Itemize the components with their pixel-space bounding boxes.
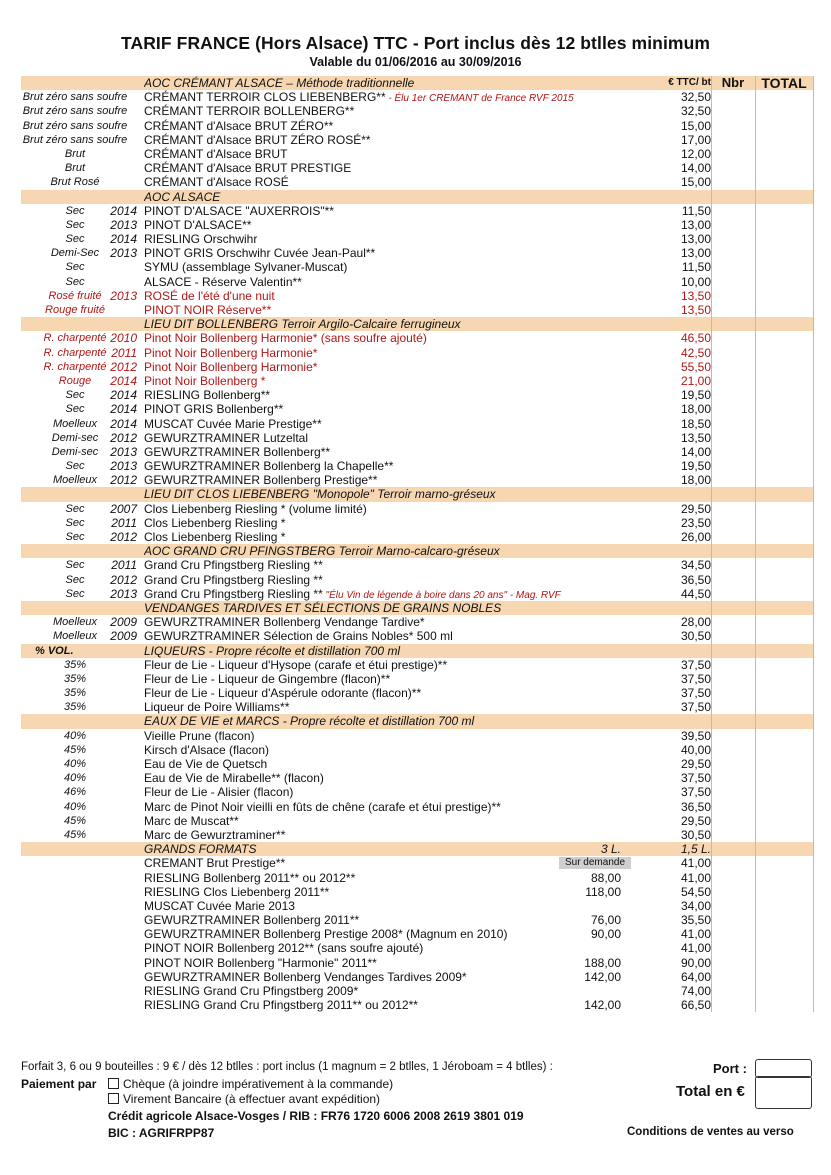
wine-type: 45% [63,814,87,827]
unit-price: 19,50 [680,388,711,403]
product-name: ROSÉ de l'été d'une nuit [144,288,275,303]
vintage-year: 2012 [110,359,137,374]
unit-price: 28,00 [680,615,711,630]
unit-price: 35,50 [680,913,711,928]
unit-price: 66,50 [680,998,711,1013]
product-name: Marc de Pinot Noir vieilli en fûts de chêne (carafe et étui prestige)** [144,799,501,814]
wine-type: Demi-Sec [50,247,100,260]
vintage-year: 2014 [110,402,137,417]
product-row [21,800,813,814]
product-name: Marc de Muscat** [144,813,239,828]
forfait-text: Forfait 3, 6 ou 9 bouteilles : 9 € / dès 12 btlles : port inclus (1 magnum = 2 btlles, 1 Jéroboam = 4 btlles) : [21,1061,553,1073]
product-row [21,856,813,870]
product-row [21,686,813,700]
product-name: Eau de Vie de Mirabelle** (flacon) [144,771,324,786]
product-row [21,615,813,629]
product-name: RIESLING Bollenberg** [144,388,271,403]
unit-price: 10,00 [680,274,711,289]
wine-type: 40% [63,729,87,742]
product-name: PINOT D'ALSACE** [144,217,252,232]
unit-price: 37,50 [680,671,711,686]
unit-price: 18,00 [680,473,711,488]
wine-type: 40% [63,800,87,813]
vintage-year: 2009 [110,615,137,630]
product-row [21,431,813,445]
unit-price: 34,50 [680,558,711,573]
wine-type: Sec [65,502,85,515]
price-column-header: € TTC/ bt [668,77,711,88]
product-row [21,700,813,714]
product-row [21,303,813,317]
product-name: Eau de Vie de Quetsch [144,757,268,771]
product-row [21,232,813,246]
product-name: Fleur de Lie - Liqueur de Gingembre (flacon)** [144,671,391,686]
section-header [21,601,813,615]
unit-price: 74,00 [680,984,711,998]
product-row [21,459,813,473]
total-column-header: TOTAL [761,75,807,91]
product-name: SYMU (assemblage Sylvaner-Muscat) [144,260,348,275]
unit-price: 13,50 [680,430,711,445]
section-header [21,544,813,558]
product-name: MUSCAT Cuvée Marie Prestige** [144,416,322,431]
price-3l: 90,00 [590,927,621,942]
wine-type: 35% [63,672,87,685]
product-name: CRÉMANT d'Alsace ROSÉ [144,175,289,190]
product-row [21,360,813,374]
vintage-year: 2012 [110,530,137,544]
product-name: Pinot Noir Bollenberg Harmonie* [144,345,318,360]
unit-price: 18,50 [680,416,711,431]
unit-price: 29,50 [680,757,711,771]
section-header [21,644,813,658]
wine-type: 40% [63,758,87,770]
unit-price: 46,50 [680,331,711,346]
unit-price: 39,50 [680,728,711,743]
unit-price: 64,00 [680,969,711,984]
wine-type: Sec [65,261,85,274]
product-row [21,374,813,388]
page-title: TARIF FRANCE (Hors Alsace) TTC - Port inclus dès 12 btlles minimum [120,33,711,53]
checkbox-icon[interactable] [108,1093,119,1104]
wine-type: 46% [63,786,87,799]
section-header [21,487,813,501]
vintage-year: 2014 [110,388,137,403]
unit-price: 44,50 [680,586,711,601]
unit-price: 37,50 [680,771,711,786]
wine-type: Sec [65,389,85,402]
price-3l: 142,00 [584,998,621,1013]
product-name: Kirsch d'Alsace (flacon) [144,742,270,757]
wine-type: Brut zéro sans soufre [22,119,128,132]
wine-type: Rosé fruité [48,289,102,302]
vintage-year: 2007 [110,501,137,516]
vintage-year: 2009 [110,629,137,644]
vintage-year: 2013 [110,586,137,601]
product-name: Fleur de Lie - Liqueur d'Aspérule odorante (flacon)** [144,686,422,701]
product-row [21,104,813,118]
vintage-year: 2011 [111,345,137,360]
vintage-year: 2014 [110,203,137,218]
wine-type: Sec [65,460,85,473]
unit-price: 40,00 [680,742,711,757]
product-row [21,502,813,516]
section-title: LIEU DIT CLOS LIEBENBERG "Monopole" Terroir marno-gréseux [144,487,496,502]
wine-type: Moelleux [52,630,98,643]
option-label: Virement Bancaire (à effectuer avant expédition) [123,1092,381,1106]
section-title: AOC CRÉMANT ALSACE – Méthode traditionnelle [144,76,415,90]
product-name: PINOT D'ALSACE "AUXERROIS"** [144,203,334,218]
product-name: Grand Cru Pfingstberg Riesling ** [144,572,323,587]
product-row [21,90,813,104]
product-row [21,204,813,218]
wine-type: R. charpenté [43,332,107,345]
product-name: RIESLING Orschwihr [144,232,258,247]
unit-price: 34,00 [680,898,711,913]
vintage-year: 2014 [110,232,137,247]
on-request-badge: Sur demande [559,857,631,869]
product-row [21,672,813,686]
product-name: CRÉMANT TERROIR CLOS LIEBENBERG** - Élu 1er CREMANT de France RVF 2015 [144,90,574,105]
product-name: Clos Liebenberg Riesling * (volume limité) [144,501,367,516]
vintage-year: 2013 [110,288,137,303]
wine-type: Sec [65,573,85,586]
award-note: "Élu Vin de légende à boire dans 20 ans" - Mag. RVF [322,589,561,601]
product-row [21,998,813,1012]
unit-price: 42,50 [680,345,711,360]
unit-price: 41,00 [680,856,711,871]
unit-price: 13,00 [680,217,711,232]
price-3l: 76,00 [590,913,621,928]
vintage-year: 2014 [110,373,137,388]
unit-price: 30,50 [680,629,711,644]
product-row [21,175,813,189]
product-name: ALSACE - Réserve Valentin** [144,274,302,289]
wine-type: Brut [64,147,86,160]
product-name: Pinot Noir Bollenberg Harmonie* [144,359,318,374]
product-name: GEWURZTRAMINER Bollenberg** [144,444,331,459]
section-header [21,317,813,331]
product-name: RIESLING Bollenberg 2011** ou 2012** [144,870,356,885]
product-row [21,119,813,133]
product-name: Vieille Prune (flacon) [144,728,255,743]
product-row [21,785,813,799]
vintage-year: 2012 [110,430,137,445]
unit-price: 32,50 [680,104,711,119]
unit-price: 29,50 [680,813,711,828]
product-name: CREMANT Brut Prestige** [144,856,286,871]
wine-type: Brut zéro sans soufre [22,133,128,146]
unit-price: 15,00 [680,175,711,190]
product-row [21,346,813,360]
product-row [21,814,813,828]
product-row [21,885,813,899]
vintage-year: 2013 [110,217,137,232]
unit-price: 90,00 [680,955,711,970]
product-name: Marc de Gewurztraminer** [144,827,286,842]
product-name: MUSCAT Cuvée Marie 2013 [144,898,295,913]
unit-price: 11,50 [681,203,711,218]
wine-type: Sec [65,531,85,543]
wine-type: Sec [65,204,85,217]
product-row [21,629,813,643]
section-title: LIQUEURS - Propre récolte et distillation 700 ml [144,643,401,658]
product-name: Clos Liebenberg Riesling * [144,530,286,544]
product-name: Liqueur de Poire Williams** [144,700,290,715]
product-row [21,558,813,572]
unit-price: 19,50 [680,459,711,474]
wine-type: 40% [63,772,87,785]
nbr-column-header: Nbr [721,75,745,90]
section-header [21,76,813,90]
product-name: Pinot Noir Bollenberg * [144,373,266,388]
product-name: Grand Cru Pfingstberg Riesling ** [144,558,323,573]
product-row [21,927,813,941]
unit-price: 41,00 [680,927,711,942]
unit-price: 37,50 [680,700,711,715]
bank-details: Crédit agricole Alsace-Vosges / RIB : FR76 1720 6006 2008 2619 3801 019 [108,1109,524,1123]
conditions-note: Conditions de ventes au verso [627,1126,794,1138]
wine-type: Sec [65,218,85,231]
unit-price: 55,50 [680,359,711,374]
product-row [21,388,813,402]
product-row [21,573,813,587]
vintage-year: 2012 [110,572,137,587]
vintage-year: 2010 [110,331,137,346]
product-row [21,260,813,274]
vintage-year: 2014 [110,416,137,431]
price-table [21,76,813,1012]
section-title: EAUX DE VIE et MARCS - Propre récolte et distillation 700 ml [144,714,475,729]
unit-price: 21,00 [680,373,711,388]
section-title: AOC GRAND CRU PFINGSTBERG Terroir Marno-calcaro-gréseux [144,544,500,559]
product-name: PINOT NOIR Bollenberg 2012** (sans soufre ajouté) [144,941,424,956]
section-title: AOC ALSACE [144,189,221,204]
unit-price: 18,00 [680,402,711,417]
section-header [21,842,813,856]
wine-type: Brut Rosé [50,176,100,189]
price-3l: 188,00 [584,955,621,970]
product-row [21,289,813,303]
product-name: RIESLING Grand Cru Pfingstberg 2009* [144,984,359,998]
format-3l-header: 3 L. [600,842,621,857]
vintage-year: 2013 [110,444,137,459]
unit-price: 32,50 [680,90,711,105]
product-row [21,218,813,232]
unit-price: 11,50 [681,260,711,275]
product-row [21,956,813,970]
product-row [21,161,813,175]
wine-type: Rouge [58,374,92,387]
vintage-year: 2011 [111,558,137,573]
wine-type: Sec [65,403,85,416]
checkbox-icon[interactable] [108,1078,119,1089]
section-header [21,190,813,204]
wine-type: R. charpenté [43,360,107,373]
product-row [21,828,813,842]
product-name: Fleur de Lie - Alisier (flacon) [144,785,294,800]
unit-price: 41,00 [680,941,711,956]
wine-type: Moelleux [52,616,98,629]
product-name: RIESLING Clos Liebenberg 2011** [144,884,330,899]
validity-subtitle: Valable du 01/06/2016 au 30/09/2016 [309,55,522,69]
unit-price: 14,00 [680,161,711,176]
unit-price: 26,00 [680,530,711,544]
payment-option-cheque[interactable] [108,1077,393,1091]
section-title: LIEU DIT BOLLENBERG Terroir Argilo-Calcaire ferrugineux [144,317,461,332]
unit-price: 37,50 [680,785,711,800]
unit-price: 13,00 [680,246,711,261]
product-row [21,743,813,757]
product-name: GEWURZTRAMINER Bollenberg la Chapelle** [144,459,394,474]
wine-type: R. charpenté [43,346,107,359]
wine-type: 35% [63,687,87,700]
product-row [21,899,813,913]
unit-price: 29,50 [680,501,711,516]
wine-type: Moelleux [52,417,98,430]
unit-price: 12,00 [680,146,711,161]
product-row [21,941,813,955]
price-3l: 118,00 [585,884,621,899]
product-name: Fleur de Lie - Liqueur d'Hysope (carafe et étui prestige)** [144,657,448,672]
wine-type: Sec [65,587,85,600]
product-name: Grand Cru Pfingstberg Riesling ** "Élu Vin de légende à boire dans 20 ans" - Mag. RVF [144,586,561,601]
wine-type: Sec [65,516,85,529]
payment-label: Paiement par [21,1077,97,1091]
wine-type: Sec [65,559,85,572]
unit-price: 37,50 [680,657,711,672]
vintage-year: 2012 [110,473,137,488]
unit-price: 36,50 [680,799,711,814]
product-name: GEWURZTRAMINER Bollenberg 2011** [144,913,360,928]
product-row [21,984,813,998]
total-label: Total en € [676,1083,745,1100]
product-row [21,246,813,260]
product-row [21,757,813,771]
product-row [21,445,813,459]
payment-option-virement[interactable] [108,1092,380,1106]
product-name: GEWURZTRAMINER Bollenberg Prestige 2008* (Magnum en 2010) [144,927,508,942]
unit-price: 13,00 [680,232,711,247]
unit-price: 41,00 [680,870,711,885]
product-row [21,871,813,885]
award-note: - Élu 1er CREMANT de France RVF 2015 [385,93,574,105]
vintage-year: 2013 [110,459,137,474]
product-row [21,275,813,289]
unit-price: 30,50 [680,827,711,842]
product-name: Clos Liebenberg Riesling * [144,515,286,530]
vintage-year: 2011 [111,515,137,530]
price-3l: 88,00 [590,870,621,885]
product-name: GEWURZTRAMINER Bollenberg Prestige** [144,473,378,488]
product-name: Pinot Noir Bollenberg Harmonie* (sans soufre ajouté) [144,331,427,346]
unit-price: 15,00 [680,118,711,133]
product-row [21,147,813,161]
product-name: RIESLING Grand Cru Pfingstberg 2011** ou 2012** [144,998,418,1013]
product-row [21,417,813,431]
format-1-5l-header: 1,5 L. [680,842,711,857]
total-field[interactable] [755,1076,812,1109]
wine-type: Demi-sec [51,445,99,458]
wine-type: 45% [63,828,87,841]
product-name: CRÉMANT d'Alsace BRUT PRESTIGE [144,161,352,176]
section-title: VENDANGES TARDIVES ET SÉLECTIONS DE GRAINS NOBLES [144,600,502,615]
unit-price: 14,00 [680,444,711,459]
product-row [21,913,813,927]
product-name: PINOT GRIS Orschwihr Cuvée Jean-Paul** [144,246,376,261]
unit-price: 17,00 [680,132,711,147]
wine-type: Sec [65,233,85,246]
price-3l: 142,00 [584,969,621,984]
product-name: CRÉMANT d'Alsace BRUT ZÉRO ROSÉ** [144,132,371,147]
wine-type: Rouge fruité [45,304,105,316]
product-name: CRÉMANT TERROIR BOLLENBERG** [144,104,355,119]
product-row [21,658,813,672]
wine-type: Sec [65,275,85,288]
option-label: Chèque (à joindre impérativement à la commande) [123,1077,394,1091]
port-label: Port : [713,1061,747,1076]
unit-price: 36,50 [680,572,711,587]
product-name: GEWURZTRAMINER Bollenberg Vendanges Tardives 2009* [144,969,467,984]
product-name: GEWURZTRAMINER Lutzeltal [144,430,309,445]
unit-price: 23,50 [680,515,711,530]
product-name: CRÉMANT d'Alsace BRUT [144,146,288,161]
product-row [21,473,813,487]
wine-type: Brut zéro sans soufre [22,91,128,104]
product-row [21,530,813,544]
product-name: PINOT GRIS Bollenberg** [144,402,284,417]
wine-type: 45% [63,743,87,756]
product-row [21,729,813,743]
wine-type: 35% [63,701,87,714]
section-title: GRANDS FORMATS [144,842,257,857]
unit-price: 54,50 [680,884,711,899]
wine-type: Demi-sec [51,431,99,444]
wine-type: Brut [64,162,86,175]
product-row [21,771,813,785]
product-row [21,516,813,530]
unit-price: 37,50 [680,686,711,701]
product-row [21,331,813,345]
wine-type: Moelleux [52,474,98,487]
unit-price: 13,50 [680,288,711,303]
bic-code: BIC : AGRIFRPP87 [108,1126,215,1140]
wine-type: 35% [63,658,87,671]
vintage-year: 2013 [110,246,137,261]
wine-type: Brut zéro sans soufre [22,105,128,118]
product-row [21,402,813,416]
product-row [21,587,813,601]
product-name: CRÉMANT d'Alsace BRUT ZÉRO** [144,118,334,133]
vol-header: % VOL. [35,644,74,657]
product-row [21,133,813,147]
unit-price: 13,50 [680,303,711,317]
product-name: PINOT NOIR Réserve** [144,303,272,317]
product-name: GEWURZTRAMINER Bollenberg Vendange Tardive* [144,615,425,630]
product-name: GEWURZTRAMINER Sélection de Grains Nobles* 500 ml [144,629,453,644]
product-row [21,970,813,984]
section-header [21,714,813,728]
product-name: PINOT NOIR Bollenberg "Harmonie" 2011** [144,955,377,970]
